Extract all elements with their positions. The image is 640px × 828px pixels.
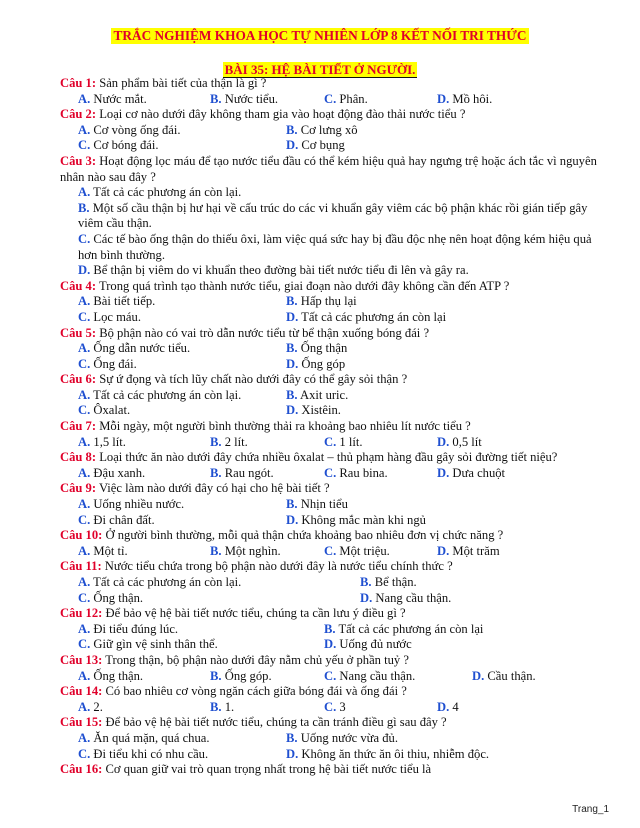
question-list [60,76,612,778]
answer-option [210,466,274,482]
answer-option [286,310,446,326]
answer-option [78,669,143,685]
option-letter: D. [286,138,299,153]
question-label: Câu 12: [60,606,103,621]
answer-option [437,92,492,108]
option-letter: B. [286,341,298,356]
option-row [60,357,612,373]
option-letter: A. [78,543,91,558]
question-text: Hoạt động lọc máu để tạo nước tiểu đầu có thể kém hiệu quả hay ngưng trệ hoặc ách tắc vì nguyên nhân nào sau đây ? [60,153,597,184]
option-text: 1 lít. [339,434,363,449]
option-text: Đậu xanh. [93,465,146,480]
answer-option [437,435,482,451]
option-row [60,403,612,419]
option-letter: A. [78,434,91,449]
option-text: Ống dẫn nước tiểu. [93,341,191,356]
answer-option [78,591,143,607]
answer-option [360,591,451,607]
option-letter: D. [437,465,450,480]
answer-option [78,622,178,638]
option-row [60,700,612,716]
question-label: Câu 10: [60,528,103,543]
option-text: 1,5 lít. [93,434,126,449]
option-text: Dưa chuột [452,465,506,480]
question-label: Câu 6: [60,372,97,387]
question-7 [60,419,612,435]
question-5 [60,326,612,342]
option-row [60,466,612,482]
question-3 [60,154,612,185]
option-text: Ống thận. [93,668,144,683]
question-text: Loại cơ nào dưới đây không tham gia vào hoạt động đào thải nước tiểu ? [99,107,466,122]
question-text: Có bao nhiêu cơ vòng ngăn cách giữa bóng đái và ống đái ? [105,684,407,699]
option-row [60,138,612,154]
question-14 [60,684,612,700]
option-letter: D. [437,543,450,558]
option-text: Một nghìn. [224,543,281,558]
answer-option [210,92,278,108]
answer-option [324,669,415,685]
option-text: Axit uric. [300,387,349,402]
option-text: 2. [93,699,103,714]
question-text: Nước tiểu chứa trong bộ phận nào dưới đây là nước tiểu chính thức ? [104,559,453,574]
option-letter: D. [437,699,450,714]
option-text: Ống góp [301,356,346,371]
option-letter: A. [78,387,91,402]
answer-option [286,497,348,513]
question-text: Ở người bình thường, mỗi quả thận chứa khoảng bao nhiêu đơn vị chức năng ? [105,528,504,543]
answer-option [78,310,141,326]
question-2 [60,107,612,123]
option-letter: C. [78,512,91,527]
option-letter: B. [286,730,298,745]
option-text: Uống nước vừa đủ. [300,730,398,745]
lesson-heading: BÀI 35: HỆ BÀI TIẾT Ở NGƯỜI. [224,62,416,77]
option-row [60,341,612,357]
option-row [60,591,612,607]
option-text: Cơ bụng [301,138,345,153]
question-9 [60,481,612,497]
option-letter: A. [78,91,91,106]
option-letter: B. [360,575,372,589]
option-letter: D. [437,434,450,449]
option-text: 4 [452,699,459,714]
option-text: Mồ hôi. [452,91,493,106]
answer-option [324,466,388,482]
option-letter: A. [78,699,91,714]
answer-option [324,700,346,716]
option-letter: A. [78,122,91,137]
option-row [60,435,612,451]
option-letter: D. [286,309,299,324]
answer-option [286,403,341,419]
answer-option [360,575,417,591]
option-text: Tất cả các phương án còn lại. [93,387,242,402]
answer-option [78,700,103,716]
question-text: Sản phẩm bài tiết của thận là gì ? [99,76,267,90]
option-row [60,575,612,591]
question-text: Loại thức ăn nào dưới đây chứa nhiều ôxalat – thủ phạm hàng đầu gây sỏi đường tiết niệu? [99,450,558,465]
answer-option [286,138,345,154]
answer-option [78,435,126,451]
option-letter: C. [78,746,91,761]
option-text: Cầu thận. [487,668,536,683]
option-text: 0,5 lít [452,434,482,449]
option-text: Ống góp. [224,668,272,683]
option-text: Nước mắt. [93,91,147,106]
option-letter: C. [78,590,91,605]
question-label: Câu 1: [60,76,97,90]
option-text: Một tỉ. [93,543,128,558]
question-label: Câu 5: [60,325,97,340]
option-text: Nang cầu thận. [375,590,452,605]
answer-option [78,466,145,482]
question-text: Để bảo vệ hệ bài tiết nước tiểu, chúng ta cần tránh điều gì sau đây ? [105,715,447,730]
option-letter: C. [78,403,91,418]
option-letter: C. [324,91,337,106]
question-label: Câu 8: [60,450,97,465]
question-4 [60,279,612,295]
answer-option [286,388,348,404]
answer-option [210,700,234,716]
option-letter: A. [78,575,91,589]
question-label: Câu 13: [60,652,103,667]
option-letter: C. [324,434,337,449]
option-letter: D. [360,590,373,605]
answer-option [78,123,181,139]
question-text: Bộ phận nào có vai trò dẫn nước tiểu từ bể thận xuống bóng đái ? [99,325,430,340]
option-letter: B. [210,434,222,449]
question-text: Để bảo vệ hệ bài tiết nước tiểu, chúng ta cần lưu ý điều gì ? [105,606,406,621]
option-text: Tất cả các phương án còn lại [301,309,447,324]
option-text: Uống nhiều nước. [93,497,185,512]
option-text: Đi chân đất. [93,512,155,527]
option-letter: C. [324,699,337,714]
question-6 [60,372,612,388]
option-letter: D. [472,668,485,683]
option-text: Cơ lưng xô [300,122,358,137]
option-letter: B. [286,497,298,512]
option-text: Một triệu. [339,543,390,558]
option-letter: D. [437,91,450,106]
question-text: Việc làm nào dưới đây có hại cho hệ bài tiết ? [98,481,330,496]
option-row [60,544,612,560]
option-text: Ống thận [300,341,348,356]
question-text: Trong thận, bộ phận nào dưới đây nằm chủ yếu ở phần tuỷ ? [105,652,409,667]
answer-option [78,575,241,591]
option-letter: C. [78,231,91,246]
question-label: Câu 15: [60,715,103,730]
option-row [60,497,612,513]
question-1 [60,76,612,92]
option-text: Các tế bào ống thận do thiếu ôxi, làm việc quá sức hay bị đầu độc nhẹ nên hoạt động kém hiệu quả hơn bình thường. [78,231,592,262]
answer-option [78,497,184,513]
option-text: Cơ bóng đái. [93,138,159,153]
option-letter: B. [324,621,336,636]
option-letter: C. [78,356,91,371]
option-letter: A. [78,730,91,745]
option-letter: B. [78,200,90,215]
option-text: Ăn quá mặn, quá chua. [93,730,210,745]
answer-option [60,185,612,201]
question-11 [60,559,612,575]
answer-option [324,435,363,451]
option-letter: C. [78,637,91,652]
option-row [60,622,612,638]
option-letter: B. [210,668,222,683]
option-row [60,669,612,685]
option-text: Rau ngót. [224,465,274,480]
answer-option [286,731,398,747]
question-label: Câu 3: [60,153,97,168]
option-text: Phân. [339,91,368,106]
answer-option [78,637,218,653]
option-letter: B. [286,294,298,309]
answer-option [472,669,536,685]
question-8 [60,450,612,466]
question-label: Câu 7: [60,419,97,434]
answer-option [437,466,505,482]
answer-option [78,357,137,373]
option-letter: C. [324,465,337,480]
answer-option [286,294,357,310]
answer-option [324,92,368,108]
question-label: Câu 4: [60,278,97,293]
option-letter: A. [78,341,91,356]
question-text: Mỗi ngày, một người bình thường thải ra khoảng bao nhiêu lít nước tiểu ? [99,419,471,434]
answer-option [286,123,358,139]
option-text: Tất cả các phương án còn lại. [93,185,242,200]
option-letter: B. [210,91,222,106]
option-text: 3 [339,699,346,714]
question-label: Câu 9: [60,481,97,496]
option-text: Nang cầu thận. [339,668,416,683]
option-letter: C. [78,138,91,153]
document-title: TRẮC NGHIỆM KHOA HỌC TỰ NHIÊN LỚP 8 KẾT NỐI TRI THỨC [111,28,530,44]
question-label: Câu 16: [60,762,103,777]
option-letter: A. [78,497,91,512]
option-row [60,388,612,404]
option-row [60,92,612,108]
answer-option [437,544,500,560]
answer-option [78,403,130,419]
answer-option [78,138,158,154]
question-10 [60,528,612,544]
option-letter: B. [210,543,222,558]
option-text: Một số cầu thận bị hư hại về cấu trúc do các vi khuẩn gây viêm các bộ phận khác rồi gián tiếp gây viêm cầu thận. [78,200,588,231]
question-label: Câu 14: [60,684,103,699]
option-row [60,747,612,763]
option-text: Đi tiểu khi có nhu cầu. [93,746,209,761]
option-letter: C. [324,543,337,558]
question-12 [60,606,612,622]
answer-option [324,622,483,638]
option-letter: A. [78,465,91,480]
question-text: Cơ quan giữ vai trò quan trọng nhất trong hệ bài tiết nước tiểu là [105,762,432,777]
question-13 [60,653,612,669]
option-letter: B. [210,699,222,714]
option-text: Nhịn tiểu [300,497,348,512]
question-15 [60,715,612,731]
option-letter: A. [78,185,91,200]
answer-option [60,201,612,232]
option-text: 1. [224,699,235,714]
option-text: Uống đủ nước [339,637,412,652]
option-letter: D. [286,512,299,527]
answer-option [286,513,426,529]
option-text: 2 lít. [224,434,248,449]
option-letter: A. [78,668,91,683]
option-letter: A. [78,621,91,636]
option-letter: D. [286,356,299,371]
option-letter: D. [324,637,337,652]
option-text: Rau bina. [339,465,388,480]
option-text: Ôxalat. [93,403,131,418]
option-row [60,513,612,529]
answer-option [324,544,390,560]
question-16 [60,762,612,778]
option-text: Lọc máu. [93,309,141,324]
answer-option [286,357,345,373]
question-text: Trong quá trình tạo thành nước tiểu, giai đoạn nào dưới đây không cần đến ATP ? [98,278,510,293]
option-text: Nước tiểu. [224,91,279,106]
option-text: Bể thận. [374,575,417,589]
option-letter: B. [286,122,298,137]
option-text: Một trăm [452,543,500,558]
option-letter: C. [324,668,337,683]
question-label: Câu 11: [60,559,102,574]
answer-option [286,341,347,357]
title-wrap [0,27,640,45]
option-letter: B. [286,387,298,402]
option-row [60,310,612,326]
answer-option [437,700,459,716]
option-text: Tất cả các phương án còn lại. [93,575,242,589]
answer-option [78,92,147,108]
option-letter: D. [286,403,299,418]
option-text: Tất cả các phương án còn lại [338,621,484,636]
option-text: Đi tiểu đúng lúc. [93,621,179,636]
option-text: Không mắc màn khi ngủ [301,512,426,527]
option-row [60,637,612,653]
question-text: Sự ứ đọng và tích lũy chất nào dưới đây có thể gây sỏi thận ? [99,372,408,387]
option-text: Hấp thụ lại [300,294,357,309]
option-text: Xistêin. [301,403,341,418]
option-row [60,294,612,310]
answer-option [324,637,412,653]
option-letter: C. [78,309,91,324]
answer-option [210,669,272,685]
option-text: Không ăn thức ăn ôi thiu, nhiễm độc. [301,746,490,761]
answer-option [78,544,128,560]
option-text: Ống đái. [93,356,137,371]
option-text: Bể thận bị viêm do vi khuẩn theo đường bài tiết nước tiểu đi lên và gây ra. [93,263,469,278]
option-letter: B. [210,465,222,480]
answer-option [286,747,489,763]
answer-option [78,341,190,357]
option-letter: D. [286,746,299,761]
option-letter: D. [78,263,91,278]
answer-option [60,263,612,279]
answer-option [60,232,612,263]
page-number: Trang_1 [572,804,609,815]
answer-option [78,731,210,747]
answer-option [78,747,208,763]
question-label: Câu 2: [60,107,97,122]
answer-option [78,513,155,529]
answer-option [210,544,281,560]
answer-option [210,435,248,451]
option-row [60,123,612,139]
option-row [60,731,612,747]
option-text: Bài tiết tiếp. [93,294,156,309]
option-text: Giữ gìn vệ sinh thân thể. [93,637,218,652]
option-text: Cơ vòng ống đái. [93,122,181,137]
option-letter: A. [78,294,91,309]
option-text: Ống thận. [93,590,144,605]
answer-option [78,388,241,404]
answer-option [78,294,155,310]
